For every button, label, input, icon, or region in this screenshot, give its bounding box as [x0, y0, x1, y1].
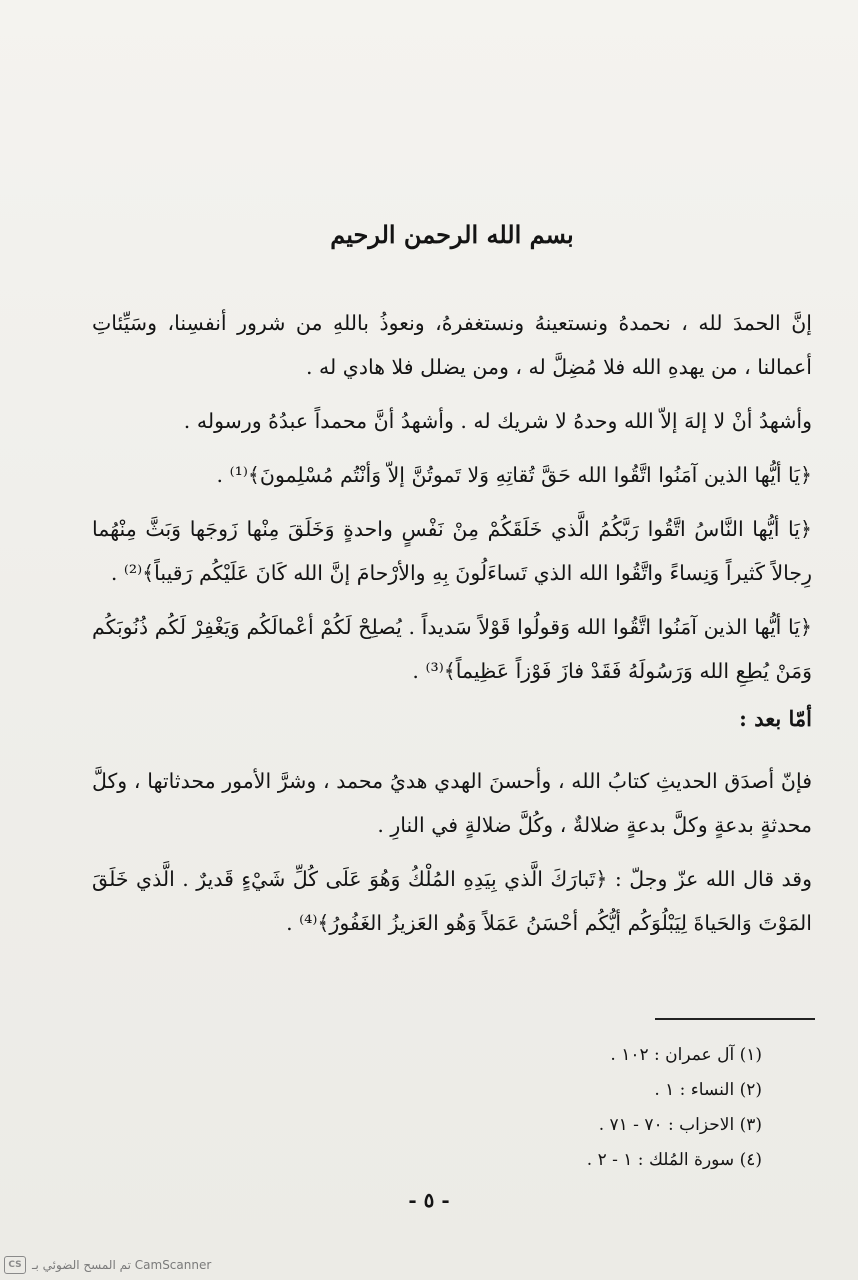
footnote-divider	[655, 1018, 815, 1020]
scanner-watermark-text: تم المسح الضوئي بـ CamScanner	[32, 1258, 212, 1272]
shahada-paragraph: وأشهدُ أنْ لا إلهَ إلاّ الله وحدهُ لا شريك له . وأشهدُ أنَّ محمداً عبدُهُ ورسوله .	[183, 409, 812, 433]
footnote-3: (٣) الاحزاب : ٧٠ - ٧١ .	[598, 1115, 762, 1135]
verse-al-ahzab: ﴿يَا أيُّها الذين آمَنُوا اتَّقُوا الله وَقولُوا قَوْلاً سَديداً . يُصلِحْ لَكُمْ أعْمالَكُم وَيَغْفِرْ لَكُم ذُنُوبَكُم وَمَنْ يُطِعِ الله وَرَسُولَهُ فَقَدْ فازَ فَوْزاً عَظِيماً﴾⁽³⁾ .	[92, 615, 812, 683]
page-body	[92, 220, 812, 955]
camscanner-icon: CS	[4, 1256, 26, 1274]
amma-bad-heading: أمّا بعد :	[739, 706, 812, 731]
opening-praise-paragraph: إنَّ الحمدَ لله ، نحمدهُ ونستعينهُ ونستغفرهُ، ونعوذُ باللهِ من شرور أنفسِنا، وسَيِّئاتِ أعمالنا ، من يهدهِ الله فلا مُضِلَّ له ، ومن يضلل فلا هادي له .	[92, 311, 812, 379]
verse-al-imran: ﴿يَا أيُّها الذين آمَنُوا اتَّقُوا الله حَقَّ تُقاتِهِ وَلا تَموتُنَّ إلاّ وَأنْتُم مُسْلِمونَ﴾⁽¹⁾ .	[216, 463, 812, 487]
basmala-title: بسم الله الرحمن الرحيم	[330, 220, 574, 249]
footnotes	[360, 1038, 762, 1178]
scanner-watermark	[0, 1252, 211, 1278]
page-number: - ٥ -	[408, 1188, 450, 1212]
footnote-1: (١) آل عمران : ١٠٢ .	[610, 1045, 762, 1065]
verse-al-mulk: وقد قال الله عزّ وجلّ : ﴿تَبارَكَ الَّذي بِيَدِهِ المُلْكُ وَهُوَ عَلَى كُلِّ شَيْءٍ قَديرٌ . الَّذي خَلَقَ المَوْتَ وَالحَياةَ لِيَبْلُوَكُم أيُّكُم أحْسَنُ عَمَلاً وَهُو العَزيزُ الغَفُورُ﴾⁽⁴⁾ .	[92, 867, 812, 935]
footnote-2: (٢) النساء : ١ .	[654, 1080, 762, 1100]
hadith-paragraph: فإنّ أصدَق الحديثِ كتابُ الله ، وأحسنَ الهدي هديُ محمد ، وشرَّ الأمور محدثاتها ، وكلَّ محدثةٍ بدعةٍ وكلَّ بدعةٍ ضلالةٌ ، وكُلَّ ضلالةٍ في النارِ .	[92, 769, 812, 837]
verse-an-nisa: ﴿يَا أيُّها النَّاسُ اتَّقُوا رَبَّكُمُ الَّذي خَلَقَكُمْ مِنْ نَفْسٍ واحدةٍ وَخَلَقَ مِنْها زَوجَها وَبَثَّ مِنْهُما رِجالاً كَثيراً وَنِساءً واتَّقُوا الله الذي تَساءَلُونَ بِهِ والأرْحامَ إنَّ الله كَانَ عَلَيْكُم رَقيباً﴾⁽²⁾ .	[92, 517, 812, 585]
footnote-4: (٤) سورة المُلك : ١ - ٢ .	[586, 1150, 762, 1170]
